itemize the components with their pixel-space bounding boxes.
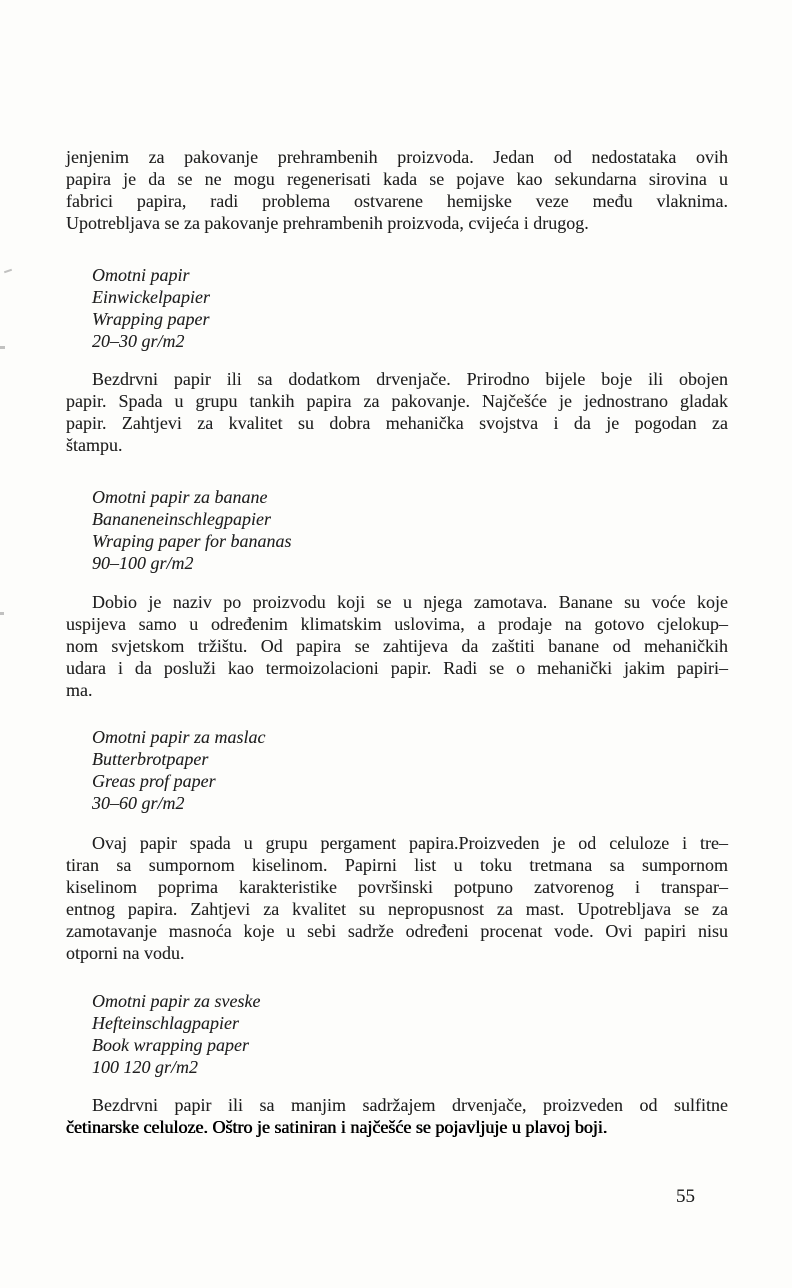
text-line: uspijeva samo u određenim klimatskim uslovima, a prodaje na gotovo cjelokup– — [66, 614, 728, 634]
text-line: ma. — [66, 680, 93, 700]
section-book-paper-heading — [66, 990, 728, 1078]
text-line: Upotrebljava se za pakovanje prehrambenih proizvoda, cvijeća i drugog. — [66, 213, 589, 233]
text-line: tiran sa sumpornom kiselinom. Papirni list u toku tretmana sa sumpornom — [66, 855, 728, 875]
section-book-paper-body — [66, 1094, 728, 1138]
paper-type-name-german: Bananeneinschlegpapier — [92, 509, 271, 529]
paper-type-grammage: 20–30 gr/m2 — [92, 331, 185, 351]
paper-type-name-german: Hefteinschlagpapier — [92, 1013, 239, 1033]
section-wrapping-paper-body — [66, 368, 728, 456]
paper-type-name-english: Book wrapping paper — [92, 1035, 249, 1055]
paper-type-name-local: Omotni papir za maslac — [92, 727, 266, 747]
section-wrapping-paper-heading — [66, 264, 728, 352]
page-number: 55 — [676, 1186, 695, 1207]
text-line: četinarske celuloze. Oštro je satiniran i najčešće se pojavljuje u plavoj boji. — [66, 1117, 608, 1137]
text-line: Ovaj papir spada u grupu pergament papira.Proizveden je od celuloze i tre– — [92, 833, 728, 853]
text-line: zamotavanje masnoća koje u sebi sadrže određeni procenat vode. Ovi papiri nisu — [66, 921, 728, 941]
paragraph-intro-continuation — [66, 146, 728, 234]
paper-type-grammage: 90–100 gr/m2 — [92, 553, 194, 573]
scan-artifact — [0, 612, 4, 615]
paper-type-name-english: Greas prof paper — [92, 771, 216, 791]
text-line: otporni na vodu. — [66, 943, 185, 963]
text-line: štampu. — [66, 435, 123, 455]
text-line: papir. Spada u grupu tankih papira za pakovanje. Najčešće je jednostrano gladak — [66, 391, 728, 411]
text-line: papir. Zahtjevi za kvalitet su dobra mehanička svojstva i da je pogodan za — [66, 413, 728, 433]
text-line: papira je da se ne mogu regenerisati kada se pojave kao sekundarna sirovina u — [66, 169, 728, 189]
text-line: udara i da posluži kao termoizolacioni papir. Radi se o mehanički jakim papiri– — [66, 658, 728, 678]
paper-type-name-english: Wrapping paper — [92, 309, 210, 329]
text-line: Bezdrvni papir ili sa manjim sadržajem drvenjače, proizveden od sulfitne — [92, 1095, 728, 1115]
paper-type-name-german: Einwickelpapier — [92, 287, 210, 307]
section-banana-paper-body — [66, 591, 728, 701]
paper-type-grammage: 30–60 gr/m2 — [92, 793, 185, 813]
scan-artifact — [4, 269, 12, 274]
text-line: Bezdrvni papir ili sa dodatkom drvenjače. Prirodno bijele boje ili obojen — [92, 369, 728, 389]
text-line: jenjenim za pakovanje prehrambenih proizvoda. Jedan od nedostataka ovih — [66, 147, 728, 167]
text-line: entnog papira. Zahtjevi za kvalitet su nepropusnost za mast. Upotrebljava se za — [66, 899, 728, 919]
paper-type-name-german: Butterbrotpaper — [92, 749, 209, 769]
paper-type-name-local: Omotni papir za sveske — [92, 991, 261, 1011]
paper-type-name-local: Omotni papir za banane — [92, 487, 268, 507]
section-banana-paper-heading — [66, 486, 728, 574]
paper-type-name-english: Wraping paper for bananas — [92, 531, 292, 551]
text-line: kiselinom poprima karakteristike površinski potpuno zatvorenog i transpar– — [66, 877, 728, 897]
section-butter-paper-body — [66, 832, 728, 964]
paper-type-name-local: Omotni papir — [92, 265, 190, 285]
paper-type-grammage: 100 120 gr/m2 — [92, 1057, 199, 1077]
scan-artifact — [0, 346, 5, 349]
text-line: Dobio je naziv po proizvodu koji se u njega zamotava. Banane su voće koje — [92, 592, 728, 612]
section-butter-paper-heading — [66, 726, 728, 814]
text-line: fabrici papira, radi problema ostvarene hemijske veze među vlaknima. — [66, 191, 728, 211]
text-line: nom svjetskom tržištu. Od papira se zahtijeva da zaštiti banane od mehaničkih — [66, 636, 728, 656]
